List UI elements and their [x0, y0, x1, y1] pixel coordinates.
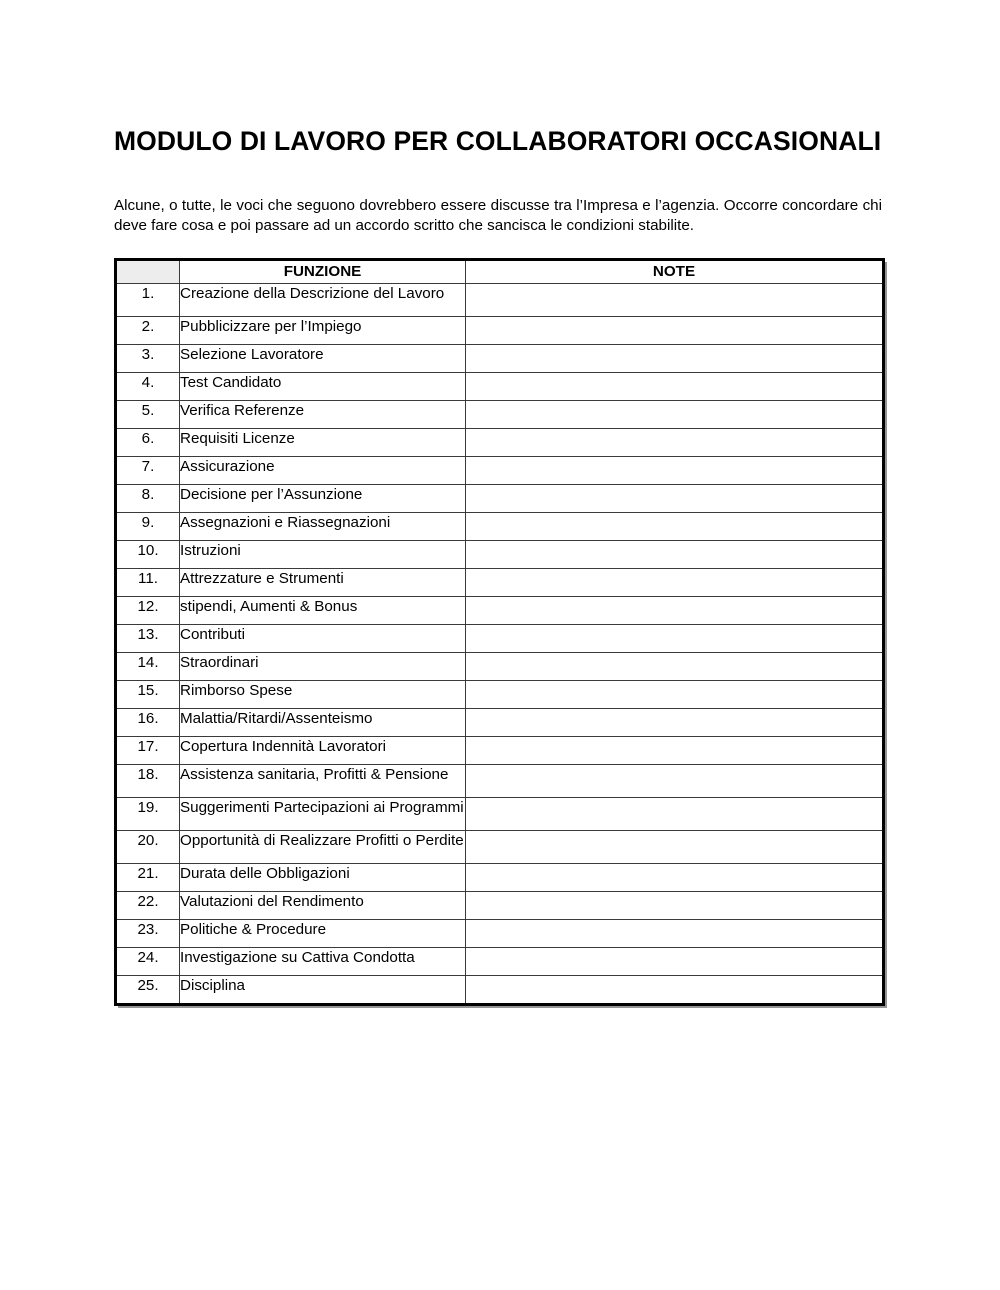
row-number-cell: 24.	[116, 948, 180, 976]
row-note-cell[interactable]	[466, 401, 884, 429]
row-note-cell[interactable]	[466, 948, 884, 976]
row-function-cell: Creazione della Descrizione del Lavoro	[180, 284, 466, 317]
row-note-cell[interactable]	[466, 709, 884, 737]
row-function-cell: Assistenza sanitaria, Profitti & Pensione	[180, 765, 466, 798]
row-number-cell: 13.	[116, 625, 180, 653]
form-table-container	[114, 258, 882, 1006]
row-note-cell[interactable]	[466, 429, 884, 457]
row-note-cell[interactable]	[466, 920, 884, 948]
row-number-cell: 15.	[116, 681, 180, 709]
row-note-cell[interactable]	[466, 831, 884, 864]
row-number-cell: 8.	[116, 485, 180, 513]
row-note-cell[interactable]	[466, 765, 884, 798]
row-function-cell: Contributi	[180, 625, 466, 653]
table-row	[116, 373, 884, 401]
row-function-cell: Rimborso Spese	[180, 681, 466, 709]
row-function-cell: Test Candidato	[180, 373, 466, 401]
table-row	[116, 345, 884, 373]
row-note-cell[interactable]	[466, 569, 884, 597]
row-note-cell[interactable]	[466, 653, 884, 681]
table-row	[116, 681, 884, 709]
row-number-cell: 21.	[116, 864, 180, 892]
row-note-cell[interactable]	[466, 513, 884, 541]
row-note-cell[interactable]	[466, 597, 884, 625]
row-function-cell: stipendi, Aumenti & Bonus	[180, 597, 466, 625]
table-row	[116, 541, 884, 569]
row-function-cell: Assicurazione	[180, 457, 466, 485]
row-number-cell: 18.	[116, 765, 180, 798]
table-row	[116, 653, 884, 681]
table-body	[116, 284, 884, 1005]
row-function-cell: Attrezzature e Strumenti	[180, 569, 466, 597]
table-row	[116, 976, 884, 1005]
row-number-cell: 7.	[116, 457, 180, 485]
row-number-cell: 17.	[116, 737, 180, 765]
table-row	[116, 709, 884, 737]
row-note-cell[interactable]	[466, 317, 884, 345]
column-header-function: FUNZIONE	[180, 260, 466, 284]
table-row	[116, 737, 884, 765]
row-number-cell: 9.	[116, 513, 180, 541]
row-number-cell: 23.	[116, 920, 180, 948]
row-note-cell[interactable]	[466, 345, 884, 373]
row-function-cell: Selezione Lavoratore	[180, 345, 466, 373]
row-function-cell: Decisione per l’Assunzione	[180, 485, 466, 513]
row-note-cell[interactable]	[466, 798, 884, 831]
table-row	[116, 892, 884, 920]
table-row	[116, 831, 884, 864]
row-note-cell[interactable]	[466, 976, 884, 1005]
row-number-cell: 4.	[116, 373, 180, 401]
table-row	[116, 625, 884, 653]
row-number-cell: 20.	[116, 831, 180, 864]
table-row	[116, 457, 884, 485]
row-function-cell: Disciplina	[180, 976, 466, 1005]
row-number-cell: 19.	[116, 798, 180, 831]
table-row	[116, 864, 884, 892]
row-function-cell: Verifica Referenze	[180, 401, 466, 429]
row-number-cell: 11.	[116, 569, 180, 597]
row-number-cell: 12.	[116, 597, 180, 625]
row-number-cell: 10.	[116, 541, 180, 569]
column-header-number	[116, 260, 180, 284]
row-function-cell: Politiche & Procedure	[180, 920, 466, 948]
row-number-cell: 3.	[116, 345, 180, 373]
row-number-cell: 16.	[116, 709, 180, 737]
row-note-cell[interactable]	[466, 541, 884, 569]
row-note-cell[interactable]	[466, 457, 884, 485]
table-row	[116, 485, 884, 513]
row-number-cell: 1.	[116, 284, 180, 317]
table-row	[116, 429, 884, 457]
row-function-cell: Requisiti Licenze	[180, 429, 466, 457]
row-note-cell[interactable]	[466, 892, 884, 920]
table-row	[116, 401, 884, 429]
row-note-cell[interactable]	[466, 681, 884, 709]
page-title: MODULO DI LAVORO PER COLLABORATORI OCCASIONALI	[114, 125, 882, 156]
table-row	[116, 920, 884, 948]
table-row	[116, 948, 884, 976]
row-number-cell: 2.	[116, 317, 180, 345]
row-note-cell[interactable]	[466, 625, 884, 653]
row-number-cell: 5.	[116, 401, 180, 429]
row-function-cell: Pubblicizzare per l’Impiego	[180, 317, 466, 345]
row-function-cell: Valutazioni del Rendimento	[180, 892, 466, 920]
row-function-cell: Copertura Indennità Lavoratori	[180, 737, 466, 765]
intro-paragraph: Alcune, o tutte, le voci che seguono dovrebbero essere discusse tra l’Impresa e l’agenzia. Occorre concordare chi deve fare cosa e poi passare ad un accordo scritto che sancisca le condizioni stabilite.	[114, 197, 882, 235]
row-note-cell[interactable]	[466, 284, 884, 317]
table-row	[116, 765, 884, 798]
row-function-cell: Investigazione su Cattiva Condotta	[180, 948, 466, 976]
functions-table	[114, 258, 885, 1006]
table-row	[116, 284, 884, 317]
table-row	[116, 317, 884, 345]
row-number-cell: 25.	[116, 976, 180, 1005]
table-header	[116, 260, 884, 284]
column-header-note: NOTE	[466, 260, 884, 284]
row-function-cell: Assegnazioni e Riassegnazioni	[180, 513, 466, 541]
table-row	[116, 798, 884, 831]
row-function-cell: Suggerimenti Partecipazioni ai Programmi	[180, 798, 466, 831]
row-number-cell: 6.	[116, 429, 180, 457]
row-note-cell[interactable]	[466, 485, 884, 513]
table-row	[116, 513, 884, 541]
table-row	[116, 597, 884, 625]
row-note-cell[interactable]	[466, 864, 884, 892]
table-header-row	[116, 260, 884, 284]
row-number-cell: 14.	[116, 653, 180, 681]
row-function-cell: Malattia/Ritardi/Assenteismo	[180, 709, 466, 737]
table-row	[116, 569, 884, 597]
row-function-cell: Opportunità di Realizzare Profitti o Perdite	[180, 831, 466, 864]
row-function-cell: Durata delle Obbligazioni	[180, 864, 466, 892]
row-function-cell: Istruzioni	[180, 541, 466, 569]
row-number-cell: 22.	[116, 892, 180, 920]
row-note-cell[interactable]	[466, 373, 884, 401]
row-note-cell[interactable]	[466, 737, 884, 765]
row-function-cell: Straordinari	[180, 653, 466, 681]
